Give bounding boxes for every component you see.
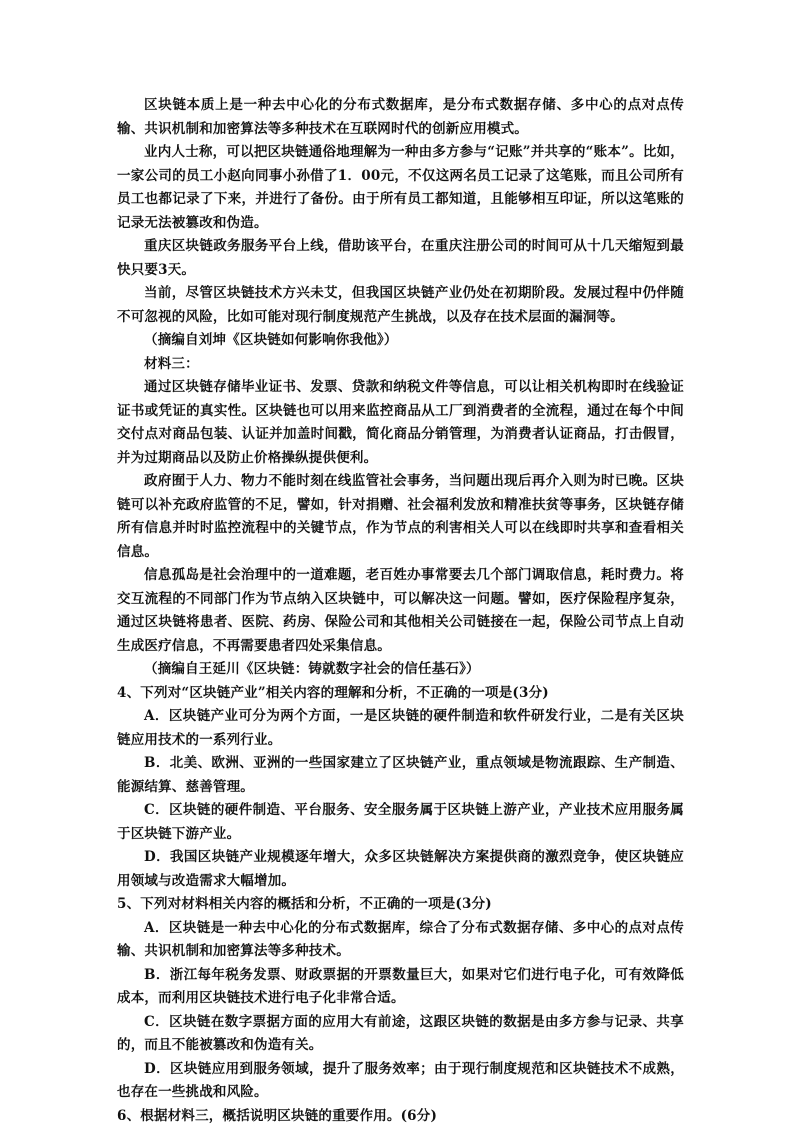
question-4-option-a: A．区块链产业可分为两个方面，一是区块链的硬件制造和软件研发行业，二是有关区块链应用技术的一系列行业。 xyxy=(117,705,684,752)
material3-paragraph-1: 通过区块链存储毕业证书、发票、贷款和纳税文件等信息，可以让相关机构即时在线验证证书或凭证的真实性。区块链也可以用来监控商品从工厂到消费者的全流程，通过在每个中间交付点对商品包装、认证并加盖时间戳，简化商品分销管理，为消费者认证商品，打击假冒，并为过期商品以及防止价格操纵提供便利。 xyxy=(117,376,684,470)
material3-paragraph-2: 政府囿于人力、物力不能时刻在线监管社会事务，当问题出现后再介入则为时已晚。区块链可以补充政府监管的不足，譬如，针对捐赠、社会福利发放和精准扶贫等事务，区块链存储所有信息并时时监控流程中的关键节点，作为节点的利害相关人可以在线即时共享和查看相关信息。 xyxy=(117,470,684,564)
material2-source: （摘编自刘坤《区块链如何影响你我他》） xyxy=(117,329,684,353)
question-5-option-a: A．区块链是一种去中心化的分布式数据库，综合了分布式数据存储、多中心的点对点传输、共识机制和加密算法等多种技术。 xyxy=(117,917,684,964)
material3-label: 材料三： xyxy=(117,353,684,377)
material3-paragraph-3: 信息孤岛是社会治理中的一道难题，老百姓办事常要去几个部门调取信息，耗时费力。将交互流程的不同部门作为节点纳入区块链中，可以解决这一问题。譬如，医疗保险程序复杂，通过区块链将患者、医院、药房、保险公司和其他相关公司链接在一起，保险公司节点上自动生成医疗信息，不再需要患者四处采集信息。 xyxy=(117,564,684,658)
material2-paragraph-4: 当前，尽管区块链技术方兴未艾，但我国区块链产业仍处在初期阶段。发展过程中仍伴随不可忽视的风险，比如可能对现行制度规范产生挑战，以及存在技术层面的漏洞等。 xyxy=(117,282,684,329)
question-5-option-c: C．区块链在数字票据方面的应用大有前途，这跟区块链的数据是由多方参与记录、共享的，而且不能被篡改和伪造有关。 xyxy=(117,1011,684,1058)
question-4-option-c: C．区块链的硬件制造、平台服务、安全服务属于区块链上游产业，产业技术应用服务属于区块链下游产业。 xyxy=(117,799,684,846)
exam-page xyxy=(117,94,684,1128)
question-4-stem: 4、下列对“区块链产业”相关内容的理解和分析，不正确的一项是(3分) xyxy=(117,682,684,706)
material2-paragraph-3: 重庆区块链政务服务平台上线，借助该平台，在重庆注册公司的时间可从十几天缩短到最快只要3天。 xyxy=(117,235,684,282)
question-5-stem: 5、下列对材料相关内容的概括和分析，不正确的一项是(3分) xyxy=(117,893,684,917)
material3-source: （摘编自王延川《区块链：铸就数字社会的信任基石》） xyxy=(117,658,684,682)
question-5-option-b: B．浙江每年税务发票、财政票据的开票数量巨大，如果对它们进行电子化，可有效降低成本，而利用区块链技术进行电子化非常合适。 xyxy=(117,964,684,1011)
question-4-option-b: B．北美、欧洲、亚洲的一些国家建立了区块链产业，重点领域是物流跟踪、生产制造、能源结算、慈善管理。 xyxy=(117,752,684,799)
question-4-option-d: D．我国区块链产业规模逐年增大，众多区块链解决方案提供商的激烈竞争，使区块链应用领域与改造需求大幅增加。 xyxy=(117,846,684,893)
question-5-option-d: D．区块链应用到服务领域，提升了服务效率；由于现行制度规范和区块链技术不成熟，也存在一些挑战和风险。 xyxy=(117,1058,684,1105)
question-6-stem: 6、根据材料三，概括说明区块链的重要作用。(6分) xyxy=(117,1105,684,1128)
material2-paragraph-2: 业内人士称，可以把区块链通俗地理解为一种由多方参与“记账”并共享的“账本”。比如，一家公司的员工小赵向同事小孙借了1．00元，不仅这两名员工记录了这笔账，而且公司所有员工也都记录了下来，并进行了备份。由于所有员工都知道，且能够相互印证，所以这笔账的记录无法被篡改和伪造。 xyxy=(117,141,684,235)
material2-paragraph-1: 区块链本质上是一种去中心化的分布式数据库，是分布式数据存储、多中心的点对点传输、共识机制和加密算法等多种技术在互联网时代的创新应用模式。 xyxy=(117,94,684,141)
